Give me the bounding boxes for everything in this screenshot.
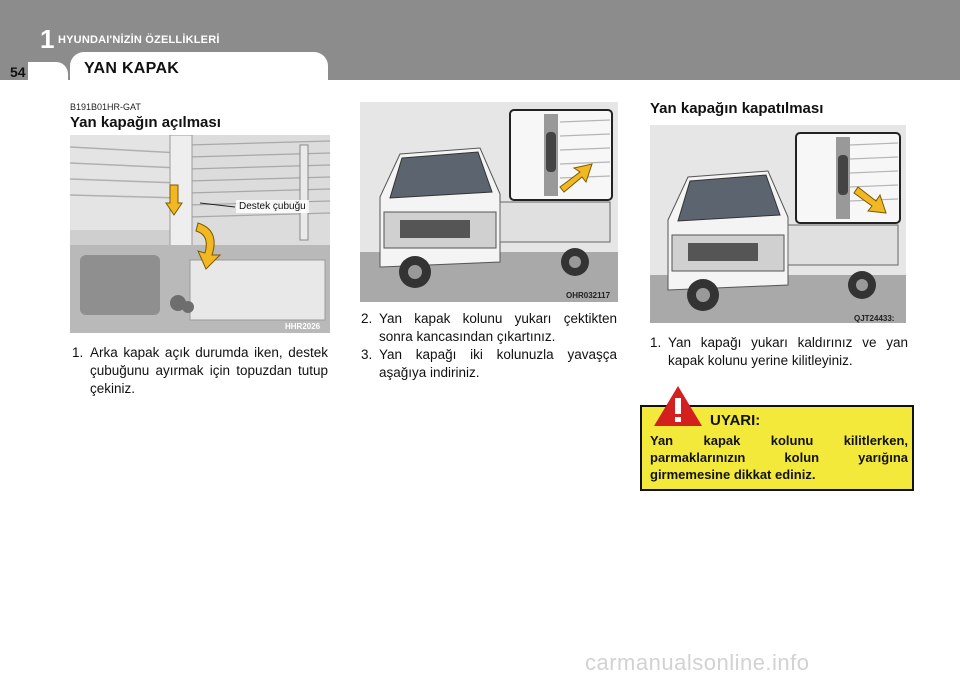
watermark: carmanualsonline.info xyxy=(585,650,810,675)
page-number-tab xyxy=(28,62,68,84)
warning-title: UYARI: xyxy=(710,412,761,429)
photo-support-rod-illustration xyxy=(70,135,330,333)
step-number: 2. xyxy=(361,311,373,326)
step-number: 1. xyxy=(72,345,84,360)
page-number: 54 xyxy=(10,64,26,80)
exclamation-icon xyxy=(652,384,704,428)
callout-support-rod: Destek çubuğu xyxy=(236,200,309,213)
step-text: Yan kapak kolunu yukarı çektikten sonra kancasından çıkartınız. xyxy=(379,311,617,344)
step-text: Yan kapağı yukarı kaldırınız ve yan kapak kolunu yerine kilitleyiniz. xyxy=(668,335,908,368)
truck-open-illustration xyxy=(360,102,618,302)
step-number: 1. xyxy=(650,335,662,350)
photo-code-3: QJT24433: xyxy=(854,314,895,323)
photo-truck-open xyxy=(360,102,618,302)
warning-text: Yan kapak kolunu kilitlerken, parmaklarınızın kolun yarığına girmemesine dikkat ediniz. xyxy=(650,433,908,482)
step-close-1 xyxy=(650,334,908,370)
photo-code-1: HHR2026 xyxy=(285,322,321,331)
photo-truck-closed xyxy=(650,125,906,323)
photo-code-2: OHR032117 xyxy=(566,291,611,300)
chapter-title: HYUNDAI'NİZİN ÖZELLİKLERİ xyxy=(58,34,220,46)
photo-support-rod xyxy=(70,135,330,333)
section-title: YAN KAPAK xyxy=(84,60,180,77)
step-open-3 xyxy=(361,346,617,382)
heading-closing: Yan kapağın kapatılması xyxy=(650,100,824,117)
truck-closed-illustration xyxy=(650,125,906,323)
heading-opening: Yan kapağın açılması xyxy=(70,114,221,131)
step-text: Arka kapak açık durumda iken, destek çubuğunu ayırmak için topuzdan tutup çekiniz. xyxy=(90,345,328,396)
step-open-2 xyxy=(361,310,617,346)
document-code: B191B01HR-GAT xyxy=(70,102,141,112)
step-text: Yan kapağı iki kolunuzla yavaşça aşağıya indiriniz. xyxy=(379,347,617,380)
chapter-number: 1 xyxy=(40,24,55,54)
step-open-1 xyxy=(72,344,328,398)
step-number: 3. xyxy=(361,347,373,362)
